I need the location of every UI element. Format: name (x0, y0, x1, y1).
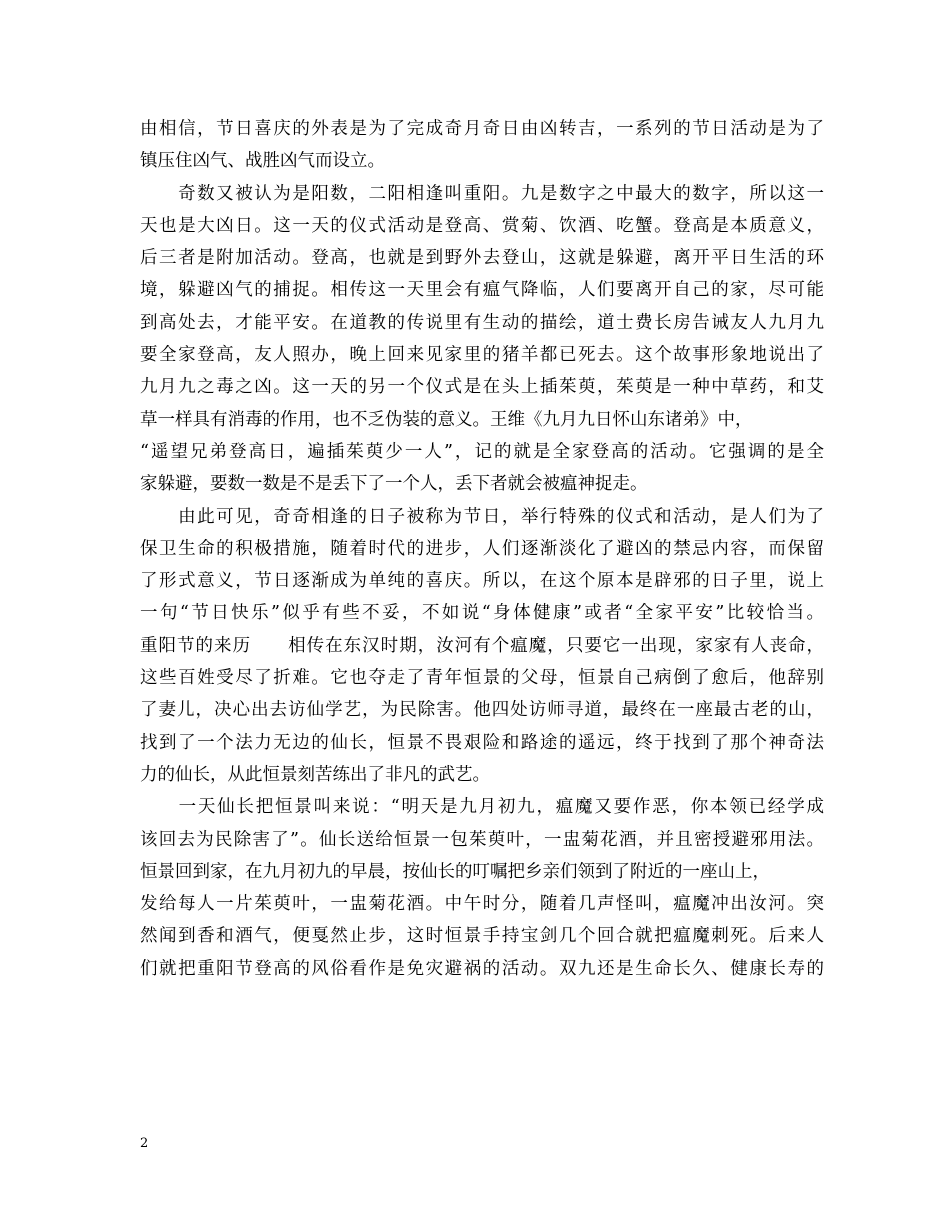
text-line: 由相信，节日喜庆的外表是为了完成奇月奇日由凶转吉，一系列的节日活动是为了 (140, 119, 824, 139)
text-line: 镇压住凶气、战胜凶气而设立。 (140, 151, 385, 172)
text-line: 到高处去，才能平安。在道教的传说里有生动的描绘，道士费长房告诫友人九月九 (140, 312, 824, 333)
text-line: 了妻儿，决心出去访仙学艺，为民除害。他四处访师寻道，最终在一座最古老的山， (140, 700, 824, 721)
text-line: 境，躲避凶气的捕捉。相传这一天里会有瘟气降临，人们要离开自己的家，尽可能 (140, 280, 824, 301)
text-line: 们就把重阳节登高的风俗看作是免灾避祸的活动。双九还是生命长久、健康长寿的 (140, 958, 824, 979)
text-line: 恒景回到家，在九月初九的早晨，按仙长的叮嘱把乡亲们领到了附近的一座山上， (140, 861, 770, 882)
body-text (140, 113, 824, 985)
text-line: 找到了一个法力无边的仙长，恒景不畏艰险和路途的遥远，终于找到了那个神奇法 (140, 732, 824, 753)
page-number: 2 (140, 1136, 149, 1151)
text-line: 后三者是附加活动。登高，也就是到野外去登山，这就是躲避，离开平日生活的环 (140, 248, 824, 269)
text-line: 奇数又被认为是阳数，二阳相逢叫重阳。九是数字之中最大的数字，所以这一 (140, 183, 824, 204)
text-line: 一句“节日快乐”似乎有些不妥，不如说“身体健康”或者“全家平安”比较恰当。 (140, 603, 824, 624)
text-line: 力的仙长，从此恒景刻苦练出了非凡的武艺。 (140, 764, 490, 785)
text-line: 九月九之毒之凶。这一天的另一个仪式是在头上插茱萸，茱萸是一种中草药，和艾 (140, 377, 824, 398)
text-line: 家躲避，要数一数是不是丢下了一个人，丢下者就会被瘟神捉走。 (140, 474, 648, 495)
text-line: 天也是大凶日。这一天的仪式活动是登高、赏菊、饮酒、吃蟹。登高是本质意义， (140, 215, 824, 236)
text-line: 一天仙长把恒景叫来说：“明天是九月初九，瘟魔又要作恶，你本领已经学成 (140, 797, 824, 818)
text-line: 草一样具有消毒的作用，也不乏伪装的意义。王维《九月九日怀山东诸弟》中， (140, 409, 753, 430)
text-line: 然闻到香和酒气，便戛然止步，这时恒景手持宝剑几个回合就把瘟魔刺死。后来人 (140, 926, 824, 947)
text-line: 保卫生命的积极措施，随着时代的进步，人们逐渐淡化了避凶的禁忌内容，而保留 (140, 538, 824, 559)
text-line: 该回去为民除害了”。仙长送给恒景一包茱萸叶，一盅菊花酒，并且密授避邪用法。 (140, 829, 824, 850)
text-line: 这些百姓受尽了折难。它也夺走了青年恒景的父母，恒景自己病倒了愈后，他辞别 (140, 668, 824, 689)
text-line: 重阳节的来历 相传在东汉时期，汝河有个瘟魔，只要它一出现，家家有人丧命， (140, 635, 824, 656)
text-line: 了形式意义，节日逐渐成为单纯的喜庆。所以，在这个原本是辟邪的日子里，说上 (140, 571, 824, 592)
text-line: 发给每人一片茱萸叶，一盅菊花酒。中午时分，随着几声怪叫，瘟魔冲出汝河。突 (140, 894, 824, 915)
text-line: 由此可见，奇奇相逢的日子被称为节日，举行特殊的仪式和活动，是人们为了 (140, 506, 824, 527)
text-line: 要全家登高，友人照办，晚上回来见家里的猪羊都已死去。这个故事形象地说出了 (140, 345, 824, 366)
text-line: “遥望兄弟登高日，遍插茱萸少一人”，记的就是全家登高的活动。它强调的是全 (140, 441, 824, 462)
